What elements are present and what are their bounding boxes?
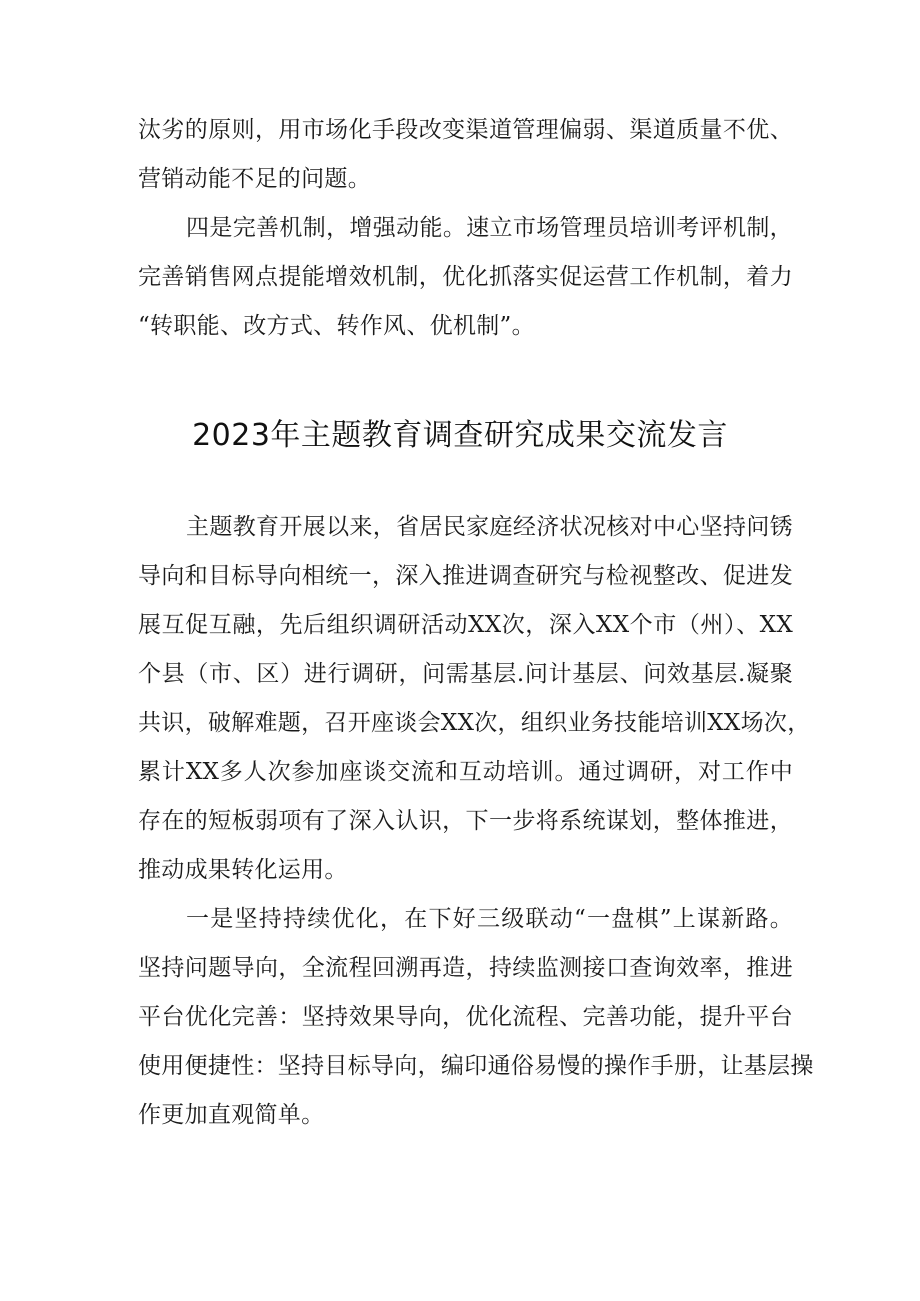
top-line-4: 完善销售网点提能增效机制，优化抓落实促运营工作机制，着力	[138, 264, 793, 290]
top-line-2: 营销动能不足的问题。	[138, 166, 371, 192]
article-title: 2023年主题教育调查研究成果交流发言	[192, 418, 728, 453]
para2-line-1: 一是坚持持续优化，在下好三级联动“一盘棋”上谋新路。	[186, 906, 793, 932]
para1-line-5: 共识，破解难题，召开座谈会XX次，组织业务技能培训XX场次，	[138, 710, 811, 736]
para2-line-5: 作更加直观简单。	[138, 1102, 325, 1128]
top-line-1: 汰劣的原则，用市场化手段改变渠道管理偏弱、渠道质量不优、	[138, 117, 793, 143]
top-line-3: 四是完善机制，增强动能。速立市场管理员培训考评机制，	[186, 215, 793, 241]
para1-line-2: 导向和目标导向相统一，深入推进调查研究与检视整改、促进发	[138, 563, 793, 589]
para1-line-3: 展互促互融，先后组织调研活动XX次，深入XX个市（州）、XX	[138, 612, 793, 638]
para1-line-8: 推动成果转化运用。	[138, 857, 348, 883]
para2-line-3: 平台优化完善：坚持效果导向，优化流程、完善功能，提升平台	[138, 1004, 793, 1030]
para1-line-6: 累计XX多人次参加座谈交流和互动培训。通过调研，对工作中	[138, 759, 793, 785]
para1-line-7: 存在的短板弱项有了深入认识，下一步将系统谋划，整体推进，	[138, 808, 793, 834]
para1-line-4: 个县（市、区）进行调研，问需基层.问计基层、问效基层.凝聚	[138, 661, 793, 687]
para1-line-1: 主题教育开展以来，省居民家庭经济状况核对中心坚持问锈	[186, 514, 793, 540]
top-line-5: “转职能、改方式、转作风、优机制”。	[138, 313, 535, 339]
para2-line-4: 使用便捷性：坚持目标导向，编印通俗易慢的操作手册，让基层操	[138, 1053, 814, 1079]
para2-line-2: 坚持问题导向，全流程回溯再造，持续监测接口查询效率，推进	[138, 955, 793, 981]
